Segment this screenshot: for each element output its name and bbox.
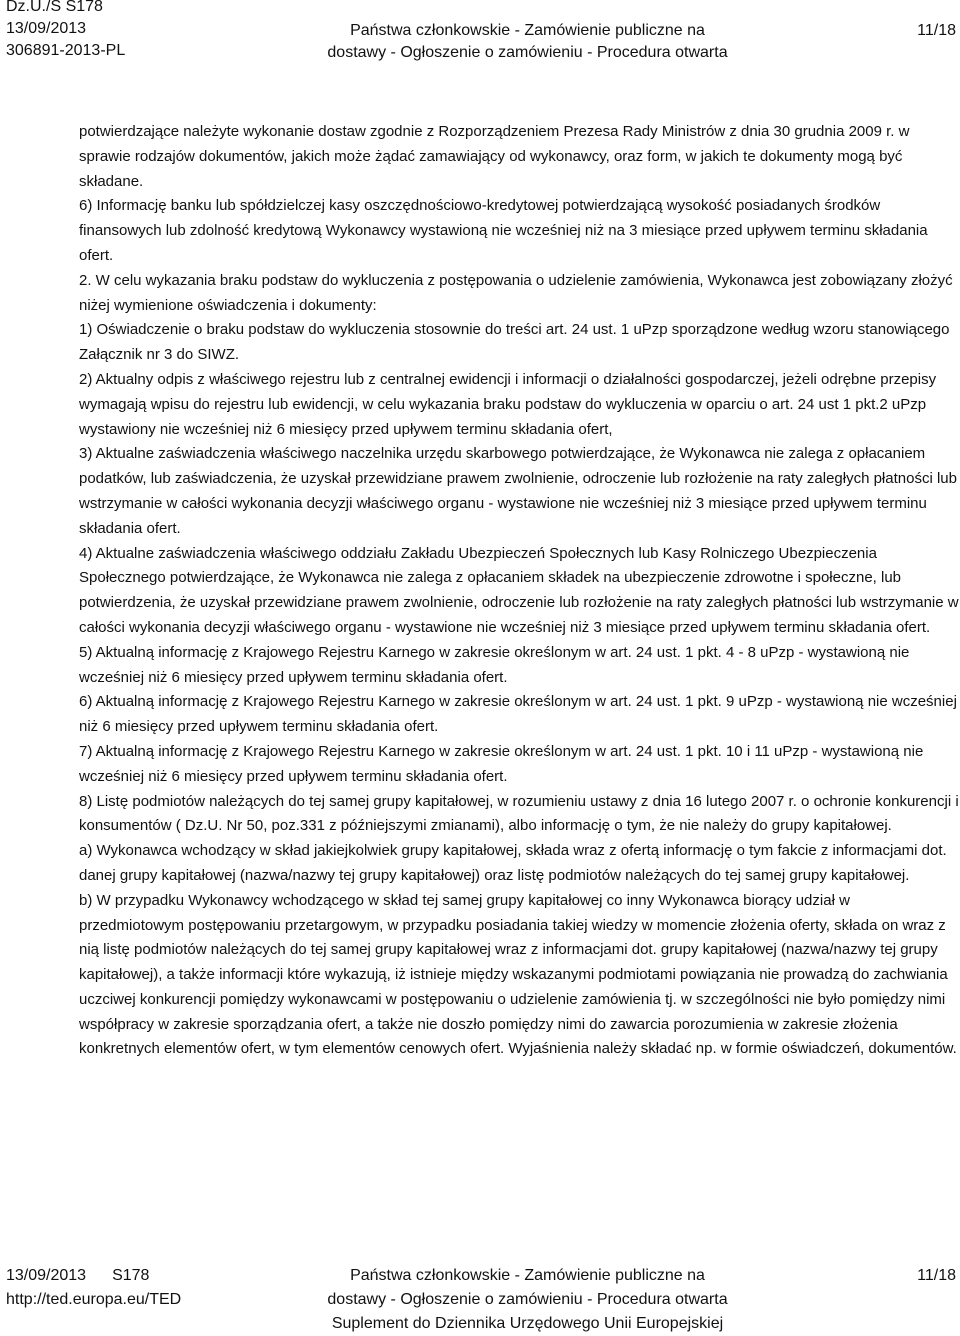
- paragraph: potwierdzające należyte wykonanie dostaw zgodnie z Rozporządzeniem Prezesa Rady Ministrów z dnia 30 grudnia 2009 r. w sprawie rodzajów dokumentów, jakich może żądać zamawiający od wykonawcy, oraz form, w jakich te dokumenty mogą być składane.: [79, 123, 910, 190]
- page-header: [0, 0, 960, 72]
- footer-issue: S178: [112, 1267, 150, 1284]
- footer-url-link[interactable]: http://ted.europa.eu/TED: [6, 1291, 182, 1308]
- header-journal-ref: Dz.U./S S178: [6, 0, 103, 15]
- paragraph: 8) Listę podmiotów należących do tej samej grupy kapitałowej, w rozumieniu ustawy z dnia 16 lutego 2007 r. o ochronie konkurencji i konsumentów ( Dz.U. Nr 50, poz.331 z późniejszymi zmianami), albo informację o tym, że nie należy do grupy kapitałowej.: [79, 792, 959, 835]
- paragraph: 7) Aktualną informację z Krajowego Rejestru Karnego w zakresie określonym w art. 24 ust. 1 pkt. 10 i 11 uPzp - wystawioną nie wcześniej niż 6 miesięcy przed upływem terminu składania ofert.: [79, 742, 924, 785]
- header-date: 13/09/2013: [6, 20, 87, 37]
- footer-title-line-3: Suplement do Dziennika Urzędowego Unii Europejskiej: [331, 1315, 724, 1332]
- header-title: [0, 20, 960, 64]
- document-body: [79, 120, 959, 1062]
- paragraph: a) Wykonawca wchodzący w skład jakiejkolwiek grupy kapitałowej, składa wraz z ofertą informację o tym fakcie z informacjami dot. danej grupy kapitałowej (nazwa/nazwy tej grupy kapitałowej) oraz listę podmiotów należących do tej samej grupy kapitałowej.: [79, 842, 947, 884]
- footer-page-number: 11/18: [917, 1267, 956, 1284]
- paragraph: b) W przypadku Wykonawcy wchodzącego w skład tej samej grupy kapitałowej co inny Wykonawca biorący udział w przedmiotowym postępowaniu przetargowym, w przypadku posiadania takiej wiedzy w momencie złożenia oferty, składa on wraz z nią listę podmiotów należących do tej samej grupy kapitałowej wraz z informacjami dot. grupy kapitałowej (nazwa/nazwy tej grupy kapitałowej), a także informacji które wykazują, iż istnieje między wskazanymi podmiotami powiązania nie prowadzą do zachwiania uczciwej konkurencji pomiędzy wykonawcami w postępowaniu o udzielenie zamówienia tj. w szczególności nie było pomiędzy nimi współpracy w zakresie sporządzania ofert, a także nie doszło pomiędzy nimi do zawarcia porozumienia w zakresie złożenia konkretnych elementów ofert, w tym elementów cenowych ofert. Wyjaśnienia należy składać np. w formie oświadczeń, dokumentów.: [79, 891, 957, 1058]
- header-title-line-2: dostawy - Ogłoszenie o zamówieniu - Procedura otwarta: [327, 44, 728, 61]
- header-page-number: 11/18: [917, 22, 956, 39]
- footer-title-line-2: dostawy - Ogłoszenie o zamówieniu - Procedura otwarta: [327, 1291, 728, 1308]
- page-footer: [0, 1262, 960, 1334]
- paragraph: 2. W celu wykazania braku podstaw do wykluczenia z postępowania o udzielenie zamówienia, Wykonawca jest zobowiązany złożyć niżej wymienione oświadczenia i dokumenty:: [79, 271, 953, 314]
- paragraph: 3) Aktualne zaświadczenia właściwego naczelnika urzędu skarbowego potwierdzające, że Wykonawca nie zalega z opłacaniem podatków, lub zaświadczenia, że uzyskał przewidziane prawem zwolnienie, odroczenie lub rozłożenie na raty zaległych płatności lub wstrzymanie w całości wykonania decyzji właściwego organu - wystawione nie wcześniej niż 3 miesiące przed upływem terminu składania ofert.: [79, 445, 957, 537]
- paragraph: 4) Aktualne zaświadczenia właściwego oddziału Zakładu Ubezpieczeń Społecznych lub Kasy Rolniczego Ubezpieczenia Społecznego potwierdzające, że Wykonawca nie zalega z opłacaniem składek na ubezpieczenie zdrowotne i społeczne, lub potwierdzenia, że uzyskał przewidziane prawem zwolnienie, odroczenie lub rozłożenie na raty zaległych płatności lub wstrzymanie w całości wykonania decyzji właściwego organu - wystawione nie wcześniej niż 3 miesiące przed upływem terminu składania ofert.: [79, 544, 959, 636]
- paragraph: 6) Aktualną informację z Krajowego Rejestru Karnego w zakresie określonym w art. 24 ust. 1 pkt. 9 uPzp - wystawioną nie wcześniej niż 6 miesięcy przed upływem terminu składania ofert.: [79, 693, 957, 736]
- paragraph: 1) Oświadczenie o braku podstaw do wykluczenia stosownie do treści art. 24 ust. 1 uPzp sporządzone według wzoru stanowiącego Załącznik nr 3 do SIWZ.: [79, 321, 950, 364]
- footer-date: 13/09/2013: [6, 1267, 87, 1284]
- header-title-line-1: Państwa członkowskie - Zamówienie publiczne na: [350, 22, 705, 39]
- footer-title: [0, 1264, 960, 1336]
- paragraph: 5) Aktualną informację z Krajowego Rejestru Karnego w zakresie określonym w art. 24 ust. 1 pkt. 4 - 8 uPzp - wystawioną nie wcześniej niż 6 miesięcy przed upływem terminu składania ofert.: [79, 643, 910, 686]
- header-notice-number: 306891-2013-PL: [6, 42, 126, 59]
- paragraph: 6) Informację banku lub spółdzielczej kasy oszczędnościowo-kredytowej potwierdzającą wysokość posiadanych środków finansowych lub zdolność kredytową Wykonawcy wystawioną nie wcześniej niż na 3 miesiące przed upływem terminu składania ofert.: [79, 197, 928, 264]
- paragraph: 2) Aktualny odpis z właściwego rejestru lub z centralnej ewidencji i informacji o działalności gospodarczej, jeżeli odrębne przepisy wymagają wpisu do rejestru lub ewidencji, w celu wykazania braku podstaw do wykluczenia w oparciu o art. 24 ust 1 pkt.2 uPzp wystawiony nie wcześniej niż 6 miesięcy przed upływem terminu składania ofert,: [79, 370, 937, 438]
- footer-title-line-1: Państwa członkowskie - Zamówienie publiczne na: [350, 1267, 705, 1284]
